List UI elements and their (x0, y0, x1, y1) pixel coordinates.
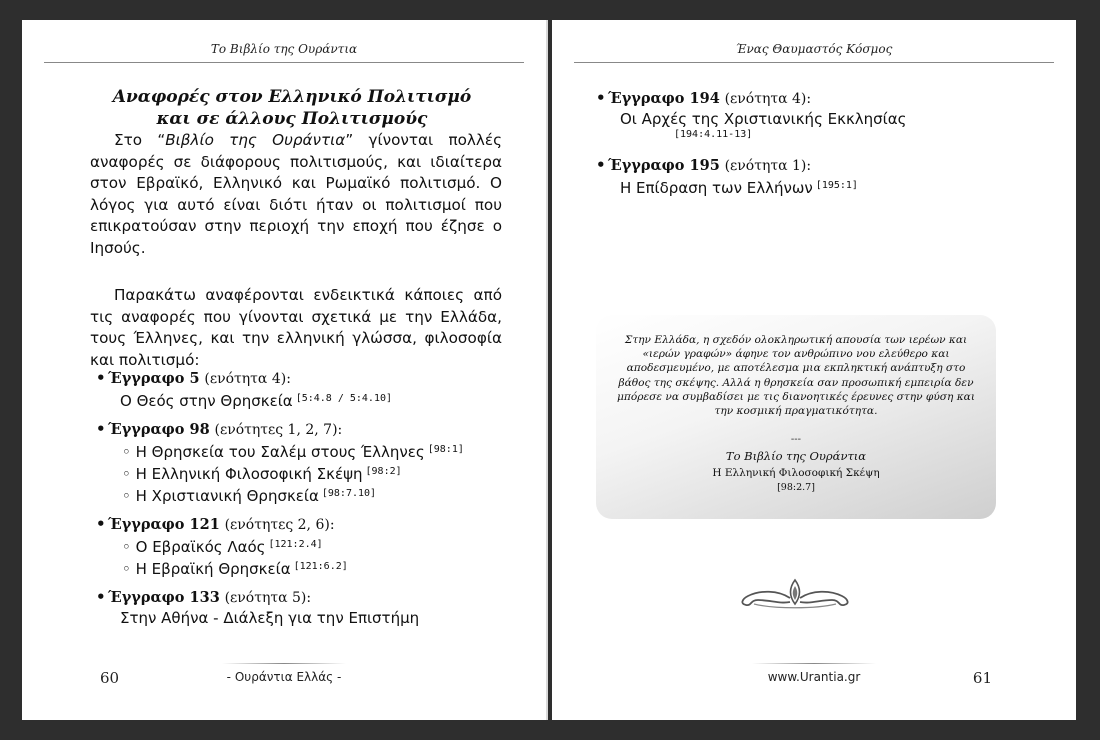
document-label: Έγγραφο 98 (108, 421, 210, 438)
section-label: (ενότητες 1, 2, 7): (214, 422, 343, 438)
list-item (96, 419, 516, 506)
reference-title: Η Επίδραση των Ελλήνων (620, 179, 813, 197)
reference-title: Ο Εβραϊκός Λαός (135, 538, 266, 556)
section-label: (ενότητα 4): (724, 91, 812, 107)
list-item (96, 368, 516, 411)
circle-bullet-icon: ◦ (122, 538, 136, 556)
left-header-rule (44, 62, 524, 63)
reference-title: Η Θρησκεία του Σαλέμ στους Έλληνες (135, 443, 425, 461)
document-label: Έγγραφο 194 (608, 90, 720, 107)
right-running-header: Ένας Θαυμαστός Κόσμος (735, 42, 893, 56)
document-label: Έγγραφο 195 (608, 157, 720, 174)
document-label: Έγγραφο 133 (108, 589, 220, 606)
section-label: (ενότητα 1): (724, 158, 812, 174)
left-running-header: Το Βιβλίο της Ουράντια (210, 42, 358, 56)
circle-bullet-icon: ◦ (122, 560, 136, 578)
second-paragraph: Παρακάτω αναφέρονται ενδεικτικά κάποιες από τις αναφορές που γίνονται σχετικά με την Ελλάδα, τους Έλληνες, και την ελληνική γλώσσα, φιλοσοφία και πολιτισμό: (90, 286, 502, 369)
reference-code: [121:6.2] (293, 561, 348, 572)
reference-code: [195:1] (815, 180, 858, 191)
left-footer-rule (222, 663, 346, 664)
reference-title: Η Χριστιανική Θρησκεία (135, 487, 319, 505)
reference-title: Ο Θεός στην Θρησκεία (120, 392, 293, 410)
document-label: Έγγραφο 5 (108, 370, 200, 387)
intro-text: ” γίνονται πολλές αναφορές σε διάφορους πολιτισμούς, και ιδιαίτερα στον Εβραϊκό, Ελληνικό και Ρωμαϊκό πολιτισμό. Ο λόγος για αυτό είναι διότι ήταν οι πολιτισμοί που επικρατούσαν στην περιοχή την εποχή που έζησε ο Ιησούς. (90, 131, 502, 257)
circle-bullet-icon: ◦ (122, 465, 136, 483)
list-item (96, 587, 516, 628)
reference-title: Η Εβραϊκή Θρησκεία (135, 560, 291, 578)
document-label: Έγγραφο 121 (108, 516, 220, 533)
reference-code: [98:7.10] (321, 488, 377, 499)
right-page-number: 61 (972, 669, 992, 687)
reference-list-right (596, 88, 1016, 206)
section-label: (ενότητα 5): (224, 590, 312, 606)
right-footer-link[interactable]: www.Urantia.gr (767, 670, 861, 684)
list-item (596, 88, 1016, 141)
circle-bullet-icon: ◦ (122, 443, 136, 461)
quote-reference: [98:2.7] (777, 482, 815, 493)
quote-source: Το Βιβλίο της Ουράντια (725, 449, 867, 463)
intro-prefix: Στο “ (114, 131, 166, 149)
bullet-icon: • (596, 89, 606, 107)
reference-list-left (96, 368, 516, 636)
bullet-icon: • (96, 369, 106, 387)
quote-paper-title: Η Ελληνική Φιλοσοφική Σκέψη (712, 467, 880, 479)
left-page-number: 60 (100, 669, 120, 687)
section-label: (ενότητα 4): (204, 371, 291, 387)
reference-title: Η Ελληνική Φιλοσοφική Σκέψη (135, 465, 363, 483)
left-page (22, 20, 546, 720)
reference-code: [98:1] (427, 444, 464, 455)
intro-paragraph (90, 130, 502, 259)
reference-code: [5:4.8 / 5:4.10] (295, 393, 393, 404)
left-footer-text: - Ουράντια Ελλάς - (226, 670, 342, 684)
bullet-icon: • (596, 156, 606, 174)
reference-code: [121:2.4] (268, 539, 323, 550)
right-footer-rule (752, 663, 876, 664)
circle-bullet-icon: ◦ (122, 487, 136, 505)
reference-code: [194:4.11-13] (674, 129, 753, 140)
bullet-icon: • (96, 515, 106, 533)
right-header-rule (574, 62, 1054, 63)
flourish-ornament-icon (734, 576, 856, 612)
title-line-1: Αναφορές στον Ελληνικό Πολιτισμό (112, 87, 472, 107)
section-label: (ενότητες 2, 6): (224, 517, 335, 533)
reference-title: Στην Αθήνα - Διάλεξη για την Επιστήμη (120, 609, 420, 627)
quote-box (596, 315, 996, 519)
bullet-icon: • (96, 588, 106, 606)
right-page (552, 20, 1076, 720)
title-line-2: και σε άλλους Πολιτισμούς (156, 109, 428, 129)
page-title (82, 86, 502, 130)
book-title-inline: Βιβλίο της Ουράντια (165, 131, 346, 149)
list-item (596, 155, 1016, 198)
list-item (96, 514, 516, 579)
bullet-icon: • (96, 420, 106, 438)
reference-code: [98:2] (365, 466, 402, 477)
spine-divider (546, 20, 548, 720)
reference-title: Οι Αρχές της Χριστιανικής Εκκλησίας (620, 110, 907, 128)
quote-text: Στην Ελλάδα, η σχεδόν ολοκληρωτική απουσία των ιερέων και «ιερών γραφών» άφηνε τον ανθρώπινο νου ελεύθερο και αποδεσμευμένο, με αποτέλεσμα μια εκπληκτική ανάπτυξη στο βάθος της σκέψης. Αλλά η θρησκεία σαν προσωπική εμπειρία δεν μπόρεσε να συμβαδίσει με τις διανοητικές έρευνες στην φύση και την κοσμική πραγματικότητα. (616, 334, 975, 418)
quote-separator: --- (790, 434, 802, 445)
